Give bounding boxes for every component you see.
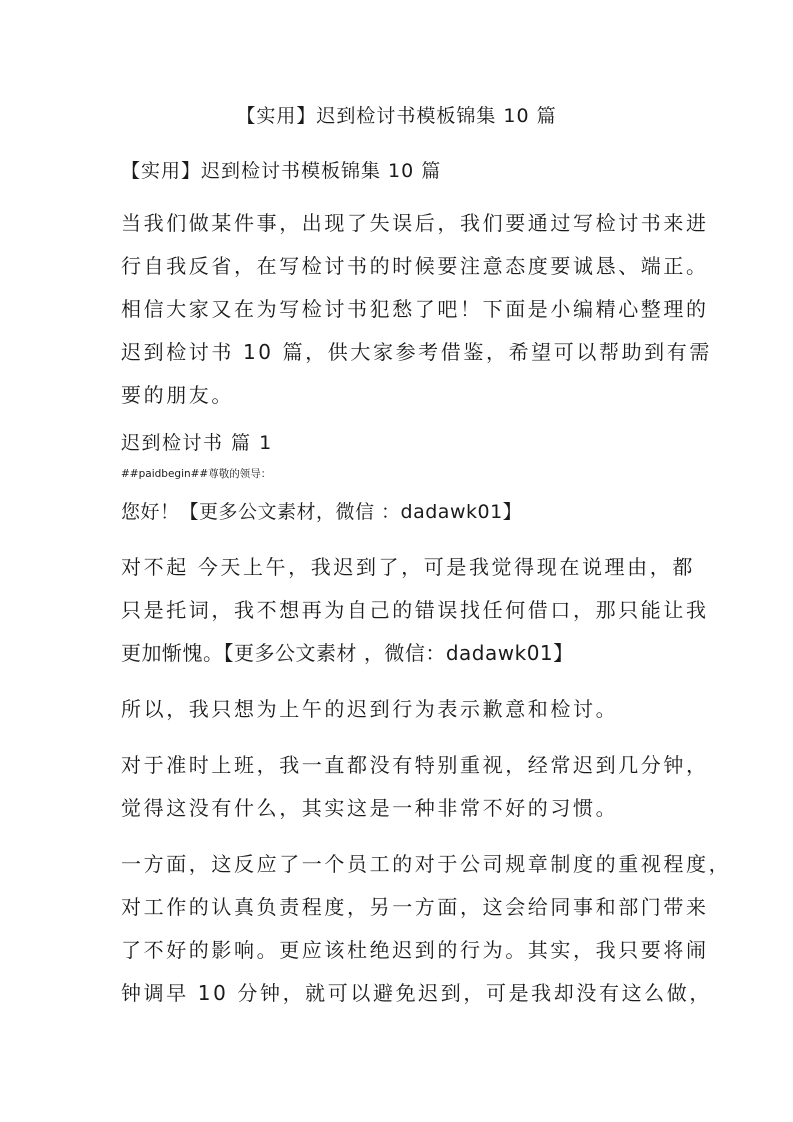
body-line: 对工作的认真负责程度，另一方面，这会给同事和部门带来 (121, 895, 709, 919)
intro-line: 迟到检讨书 10 篇，供大家参考借鉴，希望可以帮助到有需 (121, 340, 712, 364)
intro-line: 当我们做某件事，出现了失误后，我们要通过写检讨书来进 (121, 211, 709, 235)
document-title: 【实用】迟到检讨书模板锦集 10 篇 (236, 105, 557, 127)
body-line: 只是托词，我不想再为自己的错误找任何借口，那只能让我 (121, 598, 709, 622)
document-subtitle: 【实用】迟到检讨书模板锦集 10 篇 (121, 160, 442, 182)
body-line: 更加惭愧。【更多公文素材 ，微信：dadawk01】 (121, 641, 574, 665)
body-paragraph-4 (121, 843, 732, 1015)
body-line: 钟调早 10 分钟，就可以避免迟到，可是我却没有这么做， (121, 981, 712, 1005)
intro-line: 相信大家又在为写检讨书犯愁了吧！下面是小编精心整理的 (121, 297, 709, 321)
intro-line: 行自我反省，在写检讨书的时候要注意态度要诚恳、端正。 (121, 254, 709, 278)
body-paragraph-2 (121, 688, 681, 731)
body-line: 一方面，这反应了一个员工的对于公司规章制度的重视程度， (121, 852, 732, 876)
section-heading: 迟到检讨书 篇 1 (121, 432, 273, 454)
body-line: 所以，我只想为上午的迟到行为表示歉意和检讨。 (121, 697, 619, 721)
intro-line: 要的朋友。 (121, 383, 234, 407)
intro-paragraph (121, 202, 712, 417)
body-line: 觉得这没有什么，其实这是一种非常不好的习惯。 (121, 796, 619, 820)
body-paragraph-1 (121, 546, 709, 675)
body-line: 了不好的影响。更应该杜绝迟到的行为。其实，我只要将闹 (121, 938, 709, 962)
body-line: 对不起 今天上午，我迟到了，可是我觉得现在说理由，都 (121, 555, 695, 579)
document-body (121, 157, 732, 1015)
marker-line: ##paidbegin##尊敬的领导： (121, 468, 272, 480)
greeting-line: 您好！【更多公文素材，微信 ：dadawk01】 (121, 501, 523, 523)
body-paragraph-3 (121, 744, 709, 830)
body-line: 对于准时上班，我一直都没有特别重视，经常迟到几分钟， (121, 753, 709, 777)
